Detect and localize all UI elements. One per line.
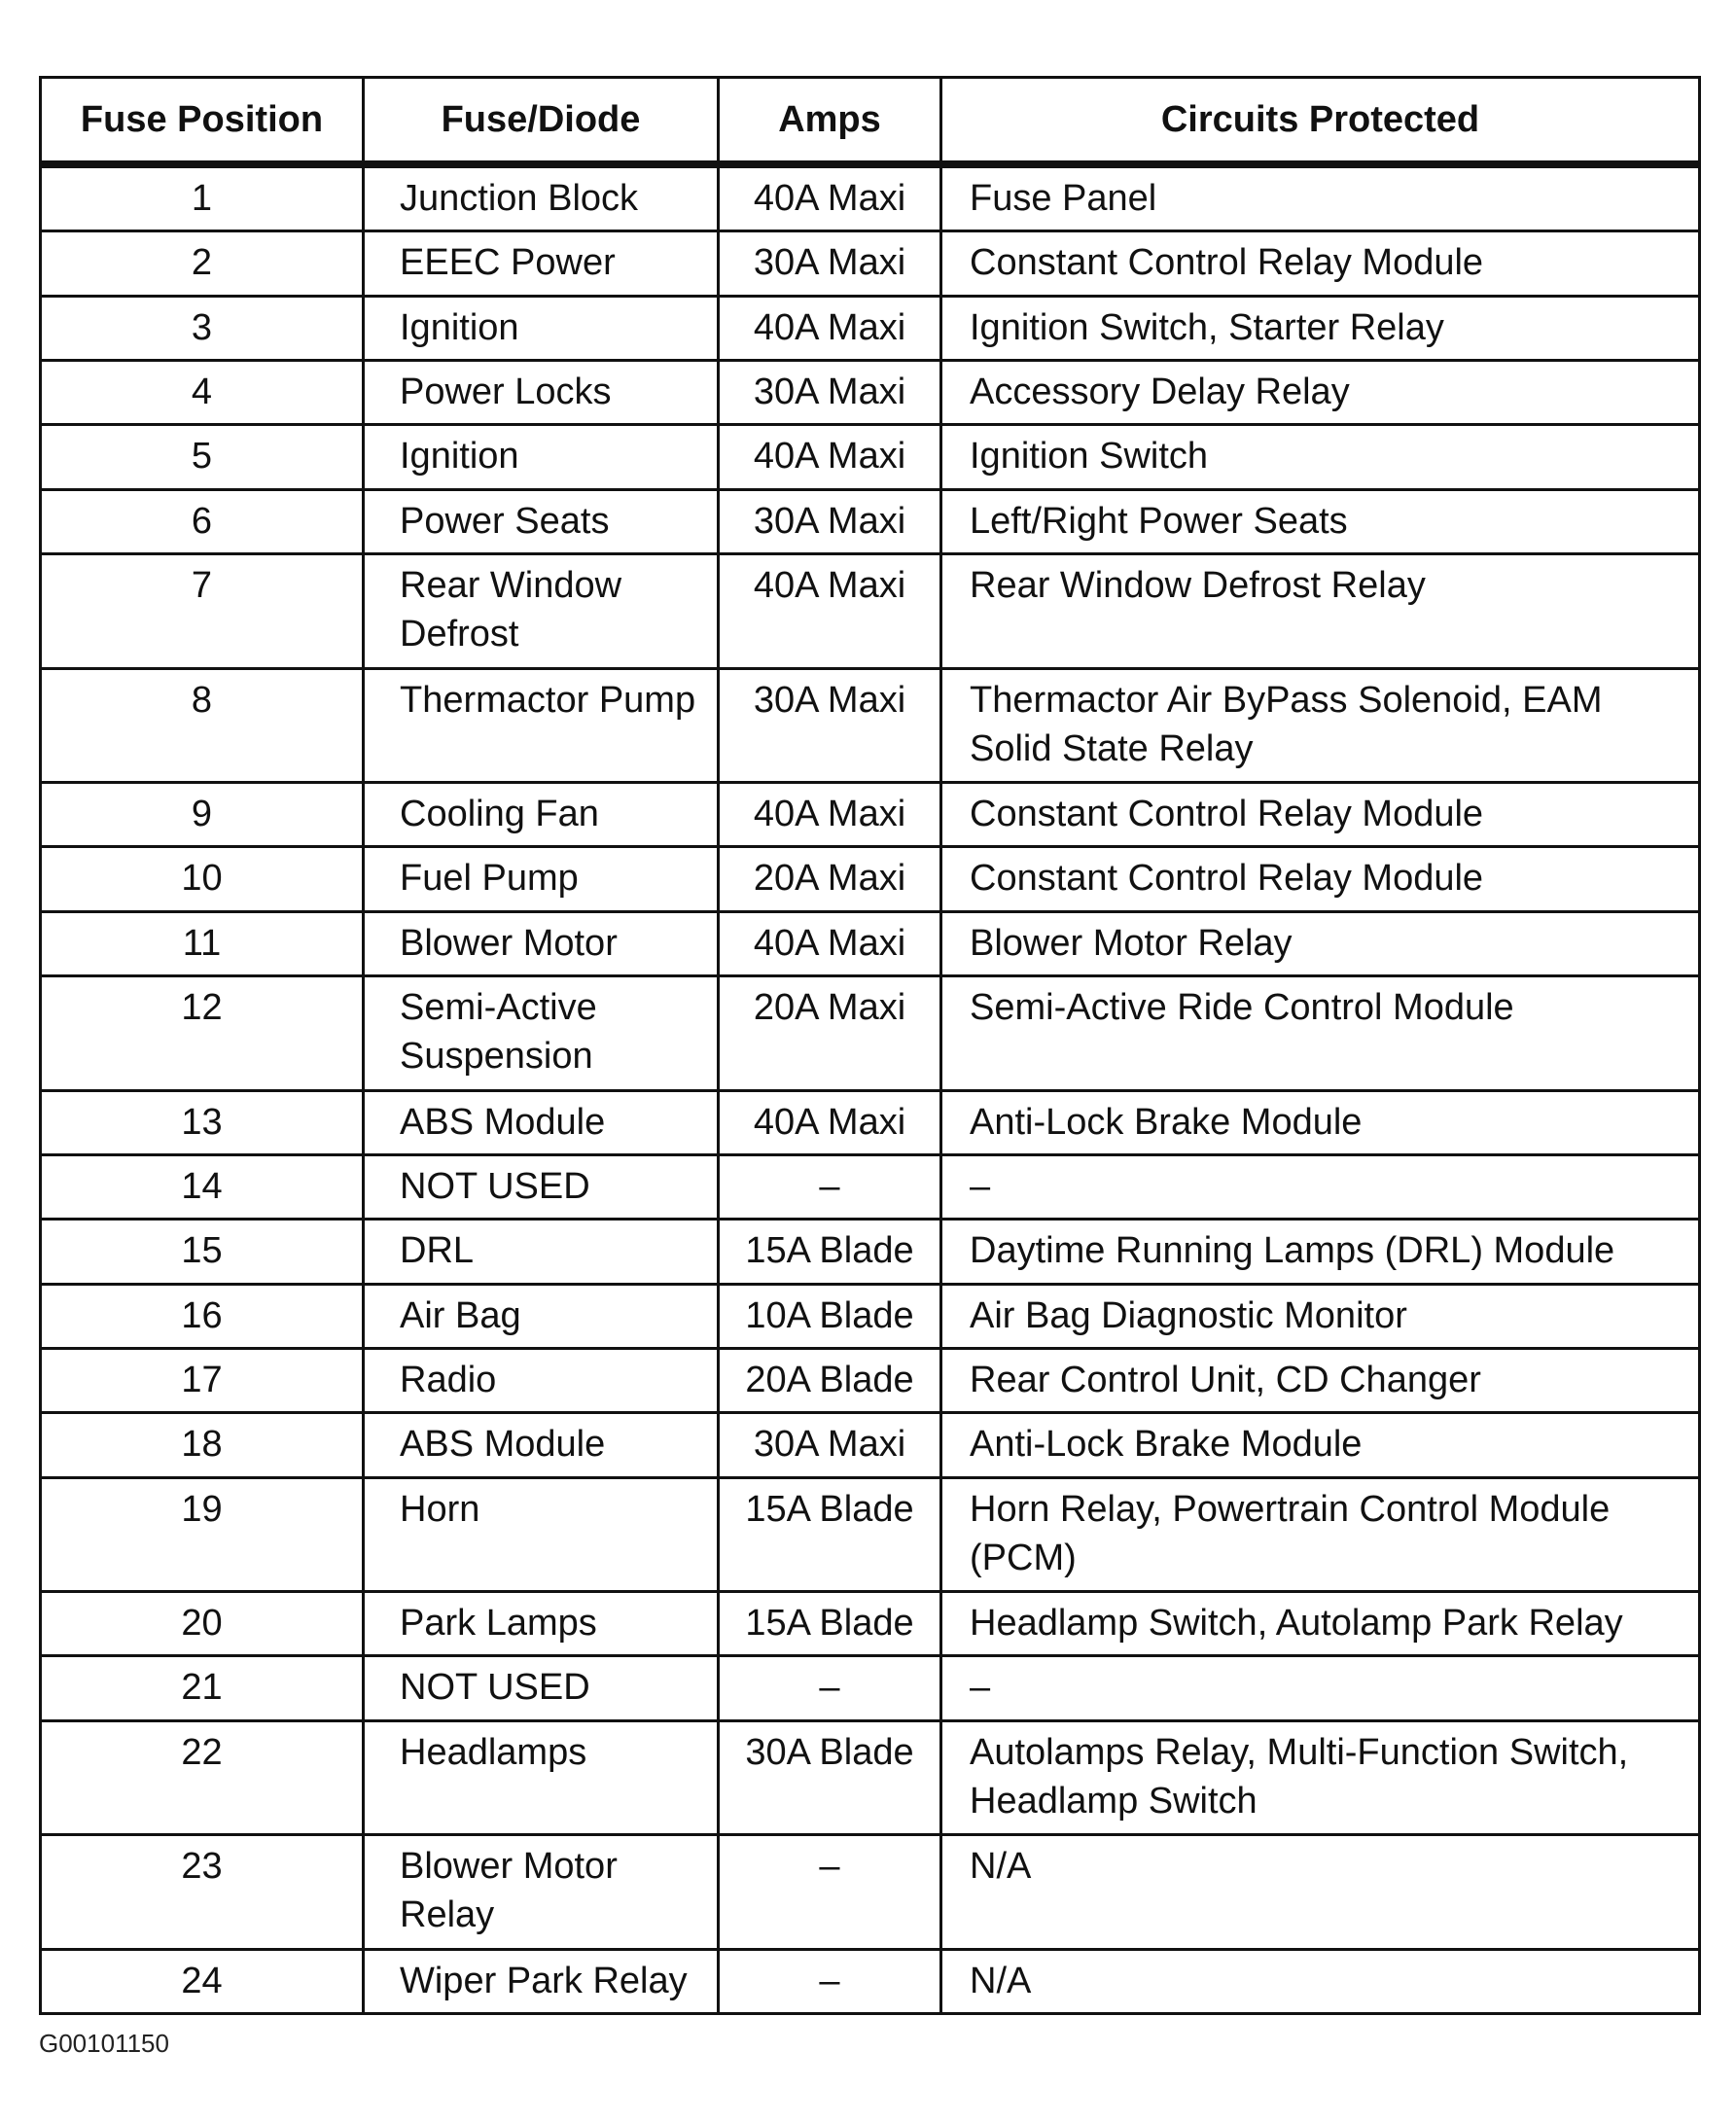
fuse-name-cell: Headlamps: [364, 1720, 719, 1834]
amps-cell: 40A Maxi: [719, 164, 941, 231]
table-row: [41, 1413, 1700, 1477]
fuse-position-cell: 16: [41, 1284, 364, 1348]
circuits-cell: Accessory Delay Relay: [941, 361, 1700, 425]
table-row: [41, 361, 1700, 425]
table-row: [41, 164, 1700, 231]
circuits-cell: Blower Motor Relay: [941, 911, 1700, 975]
header-circuits-protected: Circuits Protected: [941, 78, 1700, 165]
fuse-name-cell: Park Lamps: [364, 1592, 719, 1656]
fuse-name-cell: Blower Motor Relay: [364, 1835, 719, 1949]
fuse-name-cell: Rear Window Defrost: [364, 554, 719, 668]
amps-cell: 20A Maxi: [719, 847, 941, 911]
circuits-cell: Thermactor Air ByPass Solenoid, EAM Solid State Relay: [941, 668, 1700, 782]
table-row: [41, 668, 1700, 782]
amps-cell: 10A Blade: [719, 1284, 941, 1348]
fuse-position-cell: 21: [41, 1656, 364, 1720]
table-row: [41, 783, 1700, 847]
fuse-position-cell: 4: [41, 361, 364, 425]
fuse-position-cell: 3: [41, 296, 364, 360]
amps-cell: 40A Maxi: [719, 296, 941, 360]
fuse-name-cell: Blower Motor: [364, 911, 719, 975]
circuits-cell: –: [941, 1656, 1700, 1720]
fuse-name-cell: Thermactor Pump: [364, 668, 719, 782]
circuits-cell: Constant Control Relay Module: [941, 231, 1700, 296]
circuits-cell: –: [941, 1154, 1700, 1219]
amps-cell: –: [719, 1835, 941, 1949]
table-row: [41, 1835, 1700, 1949]
header-fuse-position: Fuse Position: [41, 78, 364, 165]
fuse-position-cell: 14: [41, 1154, 364, 1219]
circuits-cell: Anti-Lock Brake Module: [941, 1090, 1700, 1154]
fuse-name-cell: Fuel Pump: [364, 847, 719, 911]
table-row: [41, 847, 1700, 911]
circuits-cell: Headlamp Switch, Autolamp Park Relay: [941, 1592, 1700, 1656]
circuits-cell: Daytime Running Lamps (DRL) Module: [941, 1220, 1700, 1284]
circuits-cell: Horn Relay, Powertrain Control Module (PCM): [941, 1477, 1700, 1591]
amps-cell: 30A Maxi: [719, 668, 941, 782]
fuse-position-cell: 6: [41, 489, 364, 553]
amps-cell: 30A Maxi: [719, 361, 941, 425]
fuse-position-cell: 11: [41, 911, 364, 975]
amps-cell: 30A Maxi: [719, 489, 941, 553]
fuse-position-cell: 8: [41, 668, 364, 782]
fuse-name-cell: NOT USED: [364, 1656, 719, 1720]
fuse-position-cell: 12: [41, 976, 364, 1090]
fuse-position-cell: 23: [41, 1835, 364, 1949]
header-fuse-diode: Fuse/Diode: [364, 78, 719, 165]
fuse-position-cell: 20: [41, 1592, 364, 1656]
fuse-name-cell: Horn: [364, 1477, 719, 1591]
amps-cell: 40A Maxi: [719, 554, 941, 668]
fuse-position-cell: 17: [41, 1348, 364, 1412]
figure-code: G00101150: [39, 2029, 169, 2058]
circuits-cell: Constant Control Relay Module: [941, 847, 1700, 911]
circuits-cell: Anti-Lock Brake Module: [941, 1413, 1700, 1477]
circuits-cell: Constant Control Relay Module: [941, 783, 1700, 847]
fuse-position-cell: 2: [41, 231, 364, 296]
circuits-cell: Left/Right Power Seats: [941, 489, 1700, 553]
amps-cell: –: [719, 1656, 941, 1720]
fuse-position-cell: 18: [41, 1413, 364, 1477]
table-row: [41, 1284, 1700, 1348]
fuse-position-cell: 15: [41, 1220, 364, 1284]
amps-cell: 15A Blade: [719, 1592, 941, 1656]
amps-cell: 30A Maxi: [719, 1413, 941, 1477]
table-row: [41, 1949, 1700, 2013]
fuse-name-cell: Radio: [364, 1348, 719, 1412]
fuse-name-cell: ABS Module: [364, 1413, 719, 1477]
table-header-row: [41, 78, 1700, 165]
table-row: [41, 489, 1700, 553]
fuse-name-cell: Power Seats: [364, 489, 719, 553]
fuse-name-cell: Ignition: [364, 296, 719, 360]
fuse-position-cell: 9: [41, 783, 364, 847]
table-row: [41, 1348, 1700, 1412]
fuse-position-cell: 13: [41, 1090, 364, 1154]
fuse-position-cell: 22: [41, 1720, 364, 1834]
amps-cell: 40A Maxi: [719, 425, 941, 489]
fuse-position-cell: 24: [41, 1949, 364, 2013]
table-row: [41, 1720, 1700, 1834]
amps-cell: 40A Maxi: [719, 911, 941, 975]
fuse-name-cell: EEEC Power: [364, 231, 719, 296]
circuits-cell: Rear Window Defrost Relay: [941, 554, 1700, 668]
header-amps: Amps: [719, 78, 941, 165]
fuse-name-cell: Wiper Park Relay: [364, 1949, 719, 2013]
table-row: [41, 425, 1700, 489]
table-row: [41, 296, 1700, 360]
amps-cell: 20A Maxi: [719, 976, 941, 1090]
fuse-table: [39, 76, 1701, 2015]
table-row: [41, 1090, 1700, 1154]
fuse-name-cell: Ignition: [364, 425, 719, 489]
amps-cell: 40A Maxi: [719, 1090, 941, 1154]
fuse-name-cell: Cooling Fan: [364, 783, 719, 847]
table-row: [41, 1656, 1700, 1720]
circuits-cell: Ignition Switch: [941, 425, 1700, 489]
circuits-cell: N/A: [941, 1835, 1700, 1949]
fuse-position-cell: 5: [41, 425, 364, 489]
circuits-cell: Autolamps Relay, Multi-Function Switch, Headlamp Switch: [941, 1720, 1700, 1834]
circuits-cell: N/A: [941, 1949, 1700, 2013]
fuse-position-cell: 7: [41, 554, 364, 668]
circuits-cell: Rear Control Unit, CD Changer: [941, 1348, 1700, 1412]
fuse-name-cell: ABS Module: [364, 1090, 719, 1154]
fuse-name-cell: NOT USED: [364, 1154, 719, 1219]
amps-cell: 15A Blade: [719, 1477, 941, 1591]
table-row: [41, 976, 1700, 1090]
table-row: [41, 1220, 1700, 1284]
amps-cell: 40A Maxi: [719, 783, 941, 847]
amps-cell: 20A Blade: [719, 1348, 941, 1412]
circuits-cell: Air Bag Diagnostic Monitor: [941, 1284, 1700, 1348]
fuse-position-cell: 10: [41, 847, 364, 911]
amps-cell: –: [719, 1949, 941, 2013]
table-row: [41, 231, 1700, 296]
fuse-position-cell: 1: [41, 164, 364, 231]
table-row: [41, 1592, 1700, 1656]
table-row: [41, 1154, 1700, 1219]
table-row: [41, 1477, 1700, 1591]
fuse-name-cell: Air Bag: [364, 1284, 719, 1348]
table-row: [41, 554, 1700, 668]
amps-cell: 30A Maxi: [719, 231, 941, 296]
fuse-position-cell: 19: [41, 1477, 364, 1591]
fuse-name-cell: Junction Block: [364, 164, 719, 231]
amps-cell: –: [719, 1154, 941, 1219]
circuits-cell: Ignition Switch, Starter Relay: [941, 296, 1700, 360]
amps-cell: 30A Blade: [719, 1720, 941, 1834]
fuse-name-cell: DRL: [364, 1220, 719, 1284]
fuse-name-cell: Semi-Active Suspension: [364, 976, 719, 1090]
circuits-cell: Semi-Active Ride Control Module: [941, 976, 1700, 1090]
circuits-cell: Fuse Panel: [941, 164, 1700, 231]
amps-cell: 15A Blade: [719, 1220, 941, 1284]
fuse-name-cell: Power Locks: [364, 361, 719, 425]
table-row: [41, 911, 1700, 975]
